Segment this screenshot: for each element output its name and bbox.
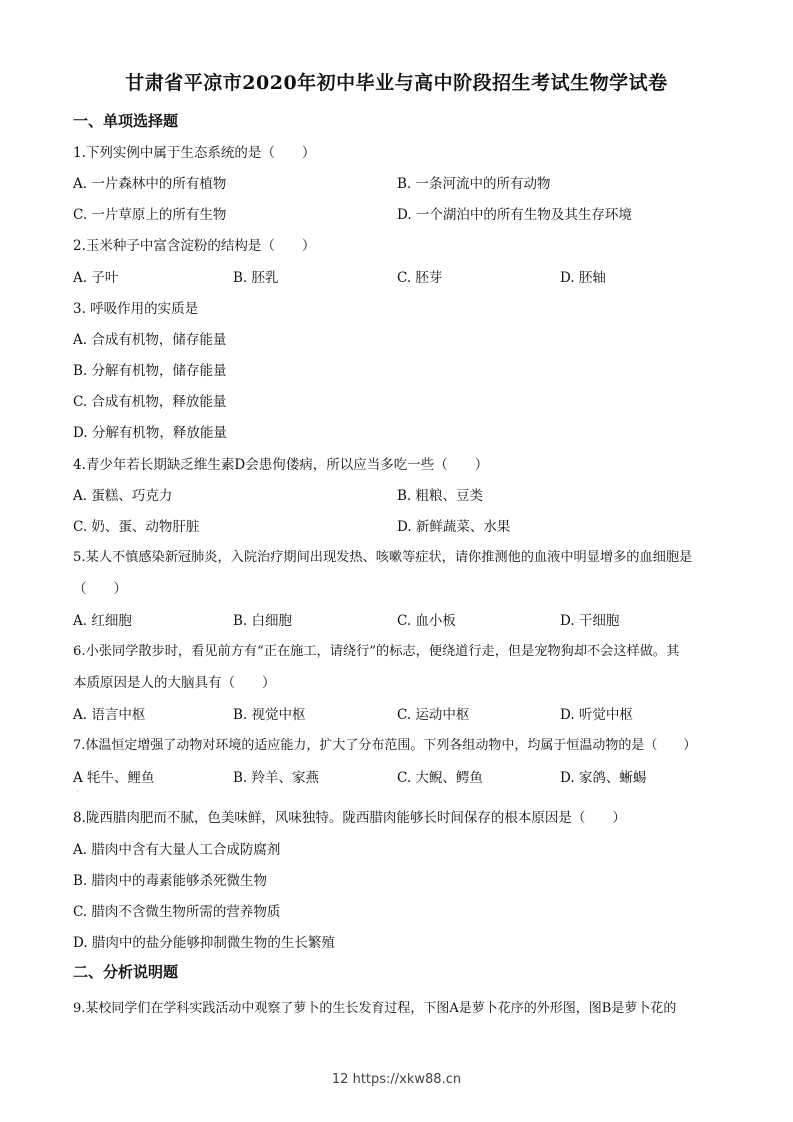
question-8-stem: 8.陇西腊肉肥而不腻，色美味鲜，风味独特。陇西腊肉能够长时间保存的根本原因是（ ） [73,810,626,826]
question-3-stem: 3. 呼吸作用的实质是 [73,301,199,317]
question-6-option-a: A. 语言中枢 [73,707,146,723]
question-7-stem: 7.体温恒定增强了动物对环境的适应能力，扩大了分布范围。下列各组动物中，均属于恒温动物的是（ ） [73,738,697,753]
question-4-stem: 4.青少年若长期缺乏维生素D会患佝偻病，所以应当多吃一些（ ） [73,457,489,473]
section-heading-single-choice: 一、单项选择题 [73,112,179,130]
page-title: 甘肃省平凉市2020年初中毕业与高中阶段招生考试生物学试卷 [125,72,668,94]
question-5-stem: 5.某人不慎感染新冠肺炎，入院治疗期间出现发热、咳嗽等症状，请你推测他的血液中明显增多的血细胞是 [73,550,693,565]
question-1-option-a: A. 一片森林中的所有植物 [73,176,227,192]
question-2-option-a: A. 子叶 [73,270,119,286]
question-2-option-d: D. 胚轴 [560,270,606,286]
question-3-option-a: A. 合成有机物，储存能量 [73,332,227,348]
question-6-option-b: B. 视觉中枢 [233,707,306,723]
question-6-option-d: D. 听觉中枢 [560,707,633,723]
question-4-option-b: B. 粗粮、豆类 [397,488,484,504]
question-1-stem: 1.下列实例中属于生态系统的是（ ） [73,145,316,161]
question-4-option-d: D. 新鲜蔬菜、水果 [397,519,511,535]
question-8-option-b: B. 腊肉中的毒素能够杀死微生物 [73,873,268,889]
question-2-stem: 2.玉米种子中富含淀粉的结构是（ ） [73,238,316,254]
page-footer: 12 https://xkw88.cn [331,1072,462,1087]
question-5-option-b: B. 白细胞 [233,613,293,629]
question-4-option-c: C. 奶、蛋、动物肝脏 [73,519,200,535]
question-7-option-b: B. 羚羊、家燕 [233,770,320,786]
question-5-option-d: D. 干细胞 [560,613,620,629]
question-5-option-c: C. 血小板 [397,613,456,629]
question-1-option-d: D. 一个湖泊中的所有生物及其生存环境 [397,207,632,223]
section-heading-analysis: 二、分析说明题 [73,963,179,981]
question-9-stem: 9.某校同学们在学科实践活动中观察了萝卜的生长发育过程，下图A是萝卜花序的外形图，图B是萝卜花的 [73,1001,677,1016]
question-6-option-c: C. 运动中枢 [397,707,470,723]
question-5-stem-continued: （ ） [73,581,127,597]
question-7-option-c: C. 大鲵、鳄鱼 [397,770,483,786]
question-8-option-a: A. 腊肉中含有大量人工合成防腐剂 [73,842,281,858]
question-6-stem: 6.小张同学散步时，看见前方有“正在施工，请绕行”的标志，便绕道行走，但是宠物狗却不会这样做。其 [73,644,680,659]
question-1-option-c: C. 一片草原上的所有生物 [73,207,227,223]
question-2-option-c: C. 胚芽 [397,270,443,286]
question-7-option-d: D. 家鸽、蜥蜴 [560,770,647,786]
question-7-option-a: A 牦牛、鲤鱼 [73,770,155,786]
stray-dot-mark: ˙ [76,791,79,798]
question-5-option-a: A. 红细胞 [73,613,132,629]
question-1-option-b: B. 一条河流中的所有动物 [397,176,551,192]
question-8-option-d: D. 腊肉中的盐分能够抑制微生物的生长繁殖 [73,935,335,951]
question-3-option-d: D. 分解有机物，释放能量 [73,425,227,441]
question-8-option-c: C. 腊肉不含微生物所需的营养物质 [73,904,281,920]
question-6-stem-continued: 本质原因是人的大脑具有（ ） [73,675,276,691]
question-4-option-a: A. 蛋糕、巧克力 [73,488,173,504]
question-3-option-b: B. 分解有机物，储存能量 [73,363,227,379]
question-3-option-c: C. 合成有机物，释放能量 [73,394,227,410]
question-2-option-b: B. 胚乳 [233,270,279,286]
